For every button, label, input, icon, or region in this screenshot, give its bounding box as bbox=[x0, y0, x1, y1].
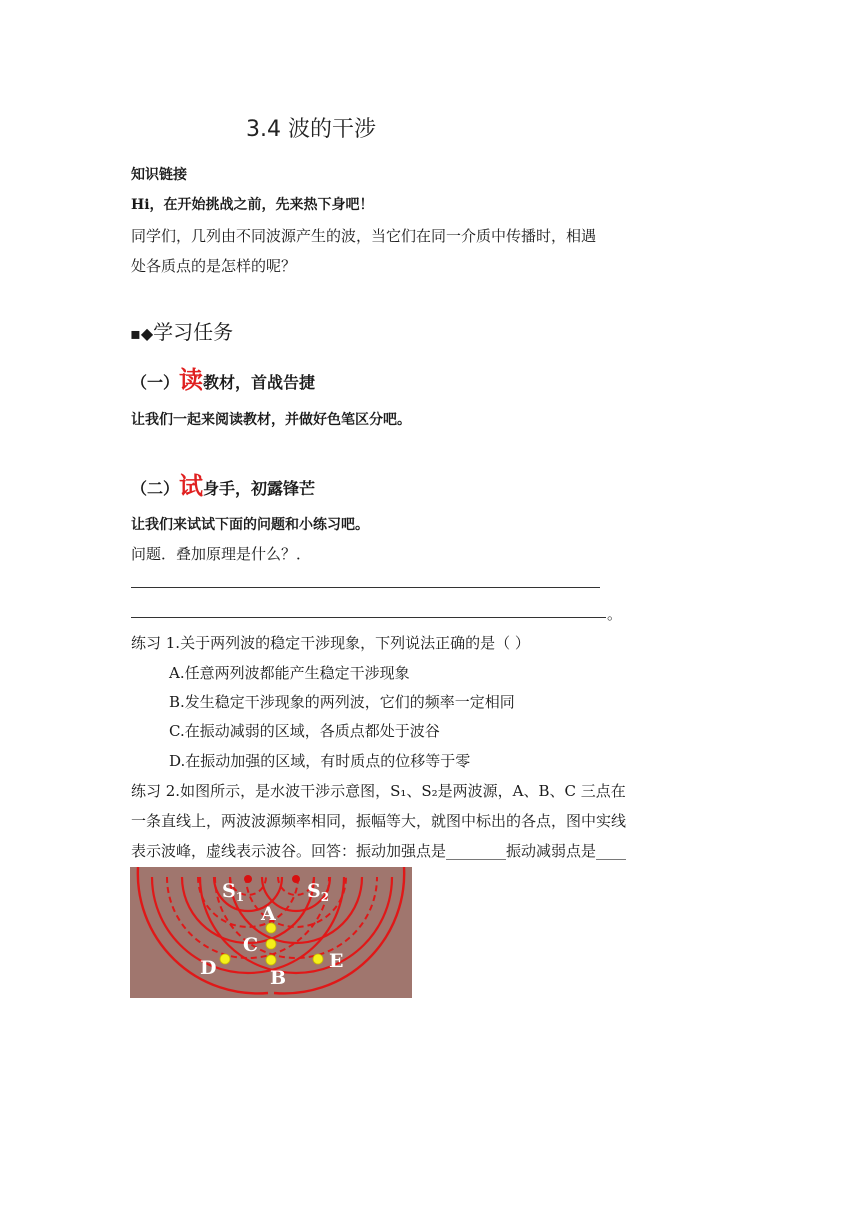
point-b bbox=[266, 955, 276, 965]
exercise2-line-1: 练习 2.如图所示，是水波干涉示意图，S₁、S₂是两波源，A、B、C 三点在 bbox=[131, 782, 626, 800]
point-d bbox=[220, 954, 230, 964]
label-e: E bbox=[329, 950, 344, 972]
exercise1-stem: 练习 1.关于两列波的稳定干涉现象，下列说法正确的是（ ） bbox=[131, 634, 530, 652]
section1-prefix: （一） bbox=[131, 373, 180, 392]
section1-desc: 让我们一起来阅读教材，并做好色笔区分吧。 bbox=[131, 412, 411, 428]
section2-prefix: （二） bbox=[131, 479, 180, 498]
task-bullet: ▪◆ bbox=[130, 324, 154, 343]
answer-end-mark: 。 bbox=[607, 605, 623, 623]
exercise1-option-b: B.发生稳定干涉现象的两列波，它们的频率一定相同 bbox=[169, 693, 515, 711]
answer-line-1[interactable] bbox=[131, 587, 600, 588]
answer-line-2[interactable] bbox=[131, 617, 606, 618]
page-title: 3.4 波的干涉 bbox=[246, 117, 376, 142]
label-s1-sub: 1 bbox=[235, 890, 245, 904]
intro-line-1: 同学们，几列由不同波源产生的波，当它们在同一介质中传播时，相遇 bbox=[131, 227, 597, 245]
source-s1-dot bbox=[244, 875, 252, 883]
exercise1-option-a: A.任意两列波都能产生稳定干涉现象 bbox=[169, 664, 410, 682]
exercise2-line-2: 一条直线上，两波波源频率相同，振幅等大，就图中标出的各点，图中实线 bbox=[131, 812, 627, 830]
section2-rest: 身手，初露锋芒 bbox=[203, 479, 316, 498]
intro-line-2: 处各质点的是怎样的呢？ bbox=[131, 257, 297, 275]
section1-rest: 教材，首战告捷 bbox=[203, 373, 316, 392]
interference-diagram bbox=[130, 867, 412, 998]
section2-desc: 让我们来试试下面的问题和小练习吧。 bbox=[131, 517, 369, 533]
section2-big-char: 试 bbox=[179, 472, 204, 500]
section2-heading bbox=[131, 466, 315, 501]
task-heading bbox=[130, 316, 233, 345]
label-b: B bbox=[270, 967, 287, 989]
label-a: A bbox=[261, 903, 276, 925]
section1-big-char: 读 bbox=[179, 366, 204, 394]
exercise2-line-3: 表示波峰，虚线表示波谷。回答：振动加强点是________振动减弱点是____ bbox=[131, 842, 627, 860]
label-d: D bbox=[200, 957, 217, 979]
greeting-text: Hi，在开始挑战之前，先来热下身吧！ bbox=[131, 197, 374, 213]
knowledge-heading: 知识链接 bbox=[131, 167, 187, 183]
label-s2: S bbox=[307, 880, 321, 902]
section1-heading bbox=[131, 360, 315, 395]
point-c bbox=[266, 939, 276, 949]
source-s2-dot bbox=[292, 875, 300, 883]
interference-figure bbox=[130, 867, 412, 998]
label-c: C bbox=[243, 934, 259, 956]
label-s1: S bbox=[222, 880, 236, 902]
point-e bbox=[313, 954, 323, 964]
exercise1-option-c: C.在振动减弱的区域，各质点都处于波谷 bbox=[169, 722, 440, 740]
label-s2-sub: 2 bbox=[320, 890, 330, 904]
task-heading-text: 学习任务 bbox=[153, 320, 234, 344]
question-text: 问题．叠加原理是什么？． bbox=[131, 545, 312, 563]
exercise1-option-d: D.在振动加强的区域，有时质点的位移等于零 bbox=[169, 752, 471, 770]
